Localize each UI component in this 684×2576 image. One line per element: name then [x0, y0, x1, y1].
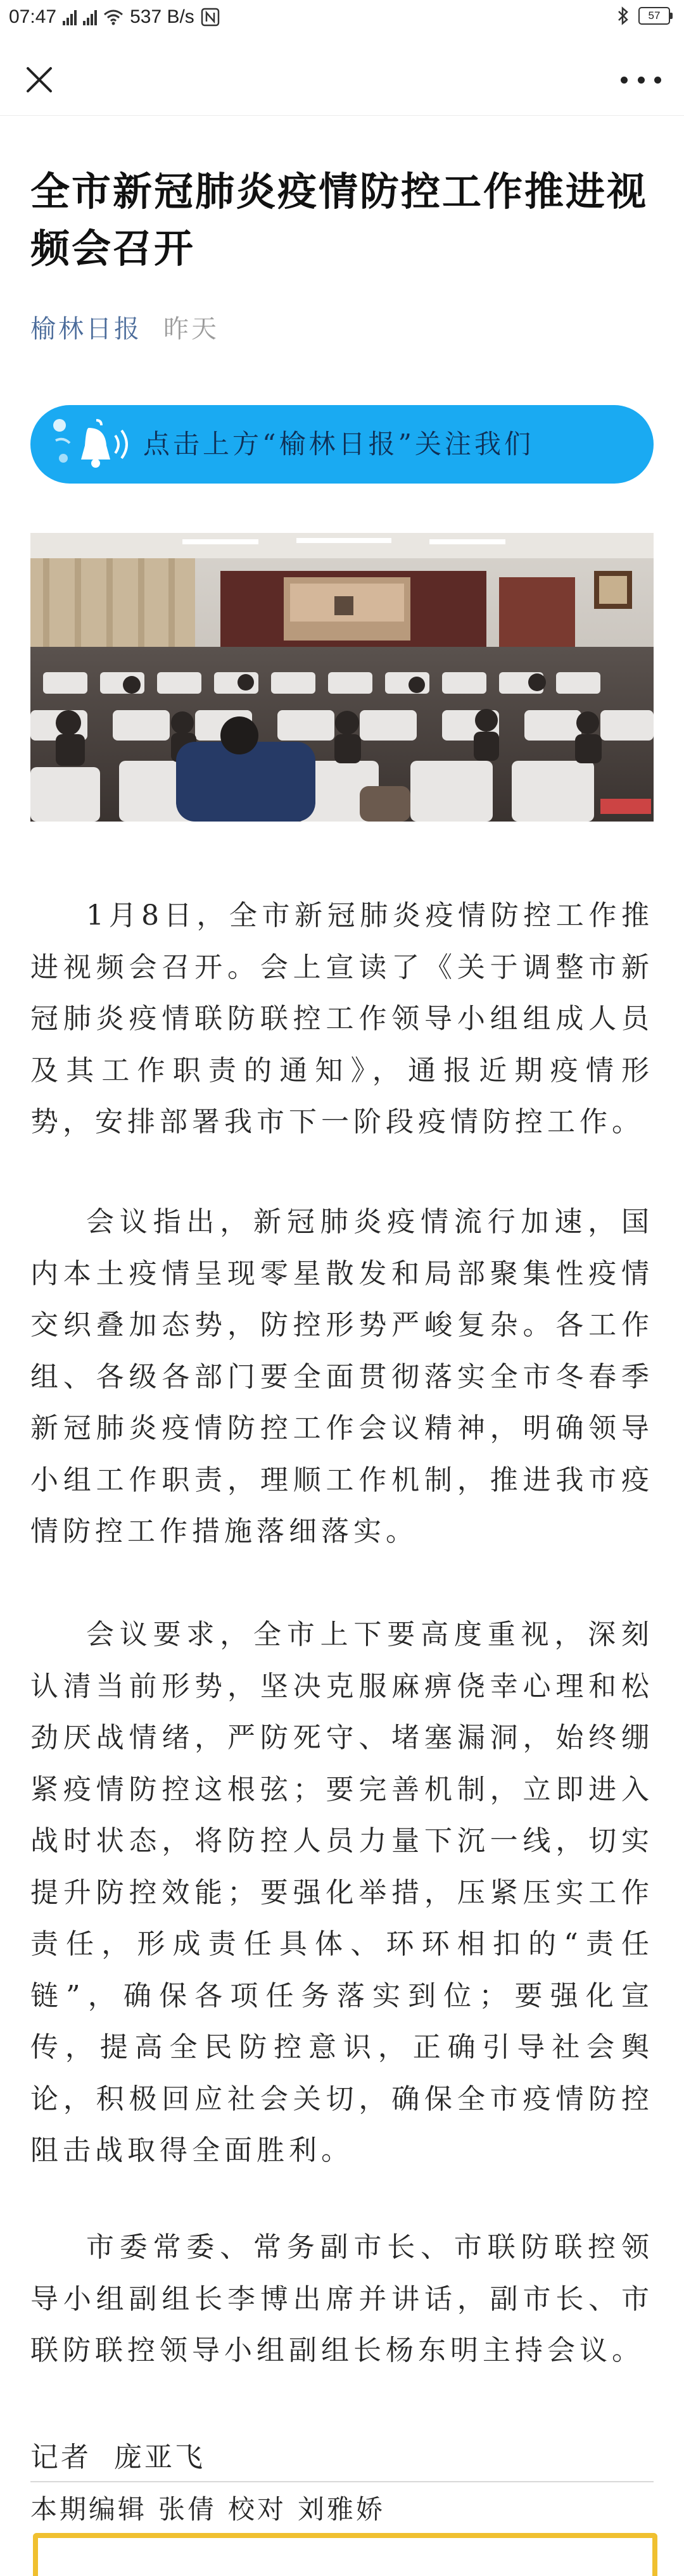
- paragraph: 1月8日，全市新冠肺炎疫情防控工作推进视频会召开。会上宣读了《关于调整市新冠肺炎疫情联防联控工作领导小组组成人员及其工作职责的通知》，通报近期疫情形势，安排部署我市下一阶段疫情防控工作。: [30, 899, 654, 1138]
- account-name-link[interactable]: 榆林日报: [30, 315, 142, 344]
- more-dot: [654, 77, 661, 84]
- battery-level: 57: [648, 9, 661, 22]
- publish-date: 昨天: [163, 315, 219, 344]
- signal-icon: [63, 9, 77, 25]
- follow-banner[interactable]: [30, 405, 654, 484]
- more-dot: [638, 77, 645, 84]
- article-meta: [30, 309, 219, 345]
- status-bar: [0, 0, 684, 35]
- more-dot: [621, 77, 628, 84]
- bluetooth-icon: [617, 6, 630, 25]
- proofreader-name: 刘雅娇: [298, 2494, 386, 2525]
- network-speed: 537 B/s: [130, 6, 194, 27]
- editor-name: 张倩: [158, 2494, 217, 2525]
- status-time: 07:47: [9, 6, 57, 27]
- wifi-icon: [103, 9, 124, 25]
- battery-icon: [638, 7, 670, 25]
- divider: [30, 2481, 654, 2482]
- follow-banner-text: 点击上方“榆林日报”关注我们: [143, 428, 534, 460]
- reporter-name: 庞亚飞: [114, 2441, 205, 2473]
- paragraph: 会议指出，新冠肺炎疫情流行加速，国内本土疫情呈现零星散发和局部聚集性疫情交织叠加态势，防控形势严峻复杂。各工作组、各级各部门要全面贯彻落实全市冬春季新冠肺炎疫情防控工作会议精神，明确领导小组工作职责，理顺工作机制，推进我市疫情防控工作措施落细落实。: [30, 1206, 654, 1547]
- article-title: 全市新冠肺炎疫情防控工作推进视频会召开: [30, 168, 649, 272]
- meeting-photo: [30, 533, 654, 822]
- more-icon[interactable]: [621, 68, 661, 91]
- proofreader-label: 校对: [228, 2494, 287, 2525]
- reporter-line: [30, 2434, 205, 2475]
- paragraph: 市委常委、常务副市长、市联防联控领导小组副组长李博出席并讲话，副市长、市联防联控领导小组副组长杨东明主持会议。: [30, 2231, 654, 2367]
- close-icon[interactable]: [23, 63, 56, 96]
- nav-bar: [0, 46, 684, 116]
- reporter-label: 记者: [30, 2441, 91, 2473]
- editor-label: 本期编辑: [30, 2494, 148, 2525]
- paragraph: 会议要求，全市上下要高度重视，深刻认清当前形势，坚决克服麻痹侥幸心理和松劲厌战情绪，严防死守、堵塞漏洞，始终绷紧疫情防控这根弦；要完善机制，立即进入战时状态，将防控人员力量下沉一线，切实提升防控效能；要强化举措，压紧压实工作责任，形成责任具体、环环相扣的“责任链”，确保各项任务落实到位；要强化宣传，提高全民防控意识，正确引导社会舆论，积极回应社会关切，确保全市疫情防控阻击战取得全面胜利。: [30, 1618, 654, 2166]
- editor-credits: [30, 2489, 396, 2527]
- bell-icon: [44, 413, 139, 476]
- bottom-frame: [33, 2533, 657, 2576]
- nfc-icon: [201, 8, 220, 27]
- signal-icon-2: [83, 9, 97, 25]
